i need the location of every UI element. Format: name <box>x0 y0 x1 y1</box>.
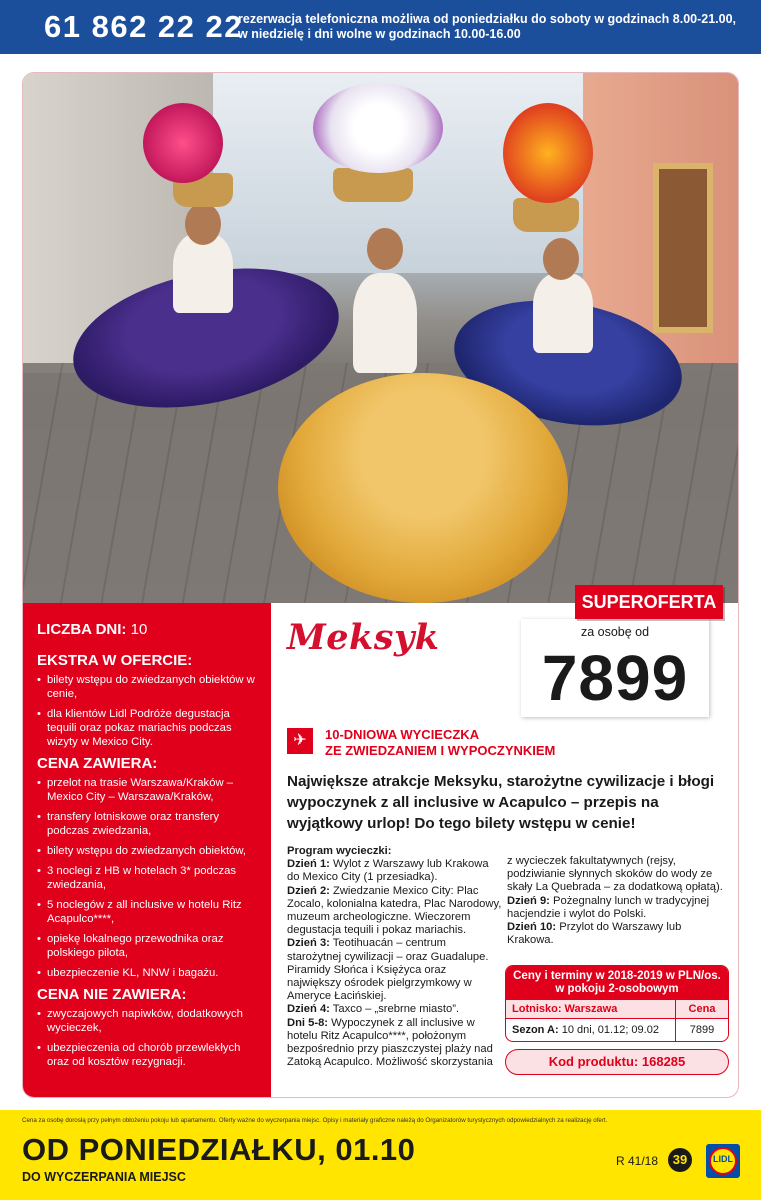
excluded-list <box>37 1007 257 1069</box>
list-item: • 5 noclegów z all inclusive w hotelu Ritz Acapulco****, <box>37 898 257 926</box>
footer-bar <box>0 1110 761 1200</box>
tour-type-heading: ✈ 10-DNIOWA WYCIECZKA ZE ZWIEDZANIEM I WYPOCZYNKIEM <box>287 725 727 765</box>
offer-start-date: OD PONIEDZIAŁKU, 01.10 <box>22 1132 416 1167</box>
page-number: 39 <box>668 1148 692 1172</box>
fine-print: Cena za osobę dorosłą przy pełnym obłożeniu pokoju lub apartamentu. Oferty ważne do wyczerpania miejsc. Opisy i materiały graficzne należą do Organizatorów turystycznych odpowiedzialnych za realizację ofert. <box>22 1117 608 1124</box>
offer-main-column <box>271 592 739 1098</box>
included-heading: CENA ZAWIERA: <box>37 755 158 772</box>
hero-photo-dancers <box>23 73 739 603</box>
flower-basket <box>513 198 579 232</box>
flower-basket <box>333 168 413 202</box>
list-item: • opiekę lokalnego przewodnika oraz polskiego pilota, <box>37 932 257 960</box>
trip-length: LICZBA DNI: 10 <box>37 621 148 638</box>
airplane-icon: ✈ <box>287 728 313 754</box>
product-code: Kod produktu: 168285 <box>505 1049 729 1075</box>
excluded-heading: CENA NIE ZAWIERA: <box>37 986 187 1003</box>
list-item: • ubezpieczenie KL, NNW i bagażu. <box>37 966 257 980</box>
flowers-pink <box>143 103 223 183</box>
issue-number: R 41/18 <box>616 1154 659 1168</box>
phone-banner <box>0 0 761 54</box>
tour-program-continued: z wycieczek fakultatywnych (rejsy, podziwianie słynnych skoków do wody ze skały La Quebrada – za dodatkową opłatą). Dzień 9: Pożegnalny lunch w tradycyjnej hacjendzie i wylot do Polski. Dzień 10: Przylot do Warszawy lub Krakowa. <box>507 855 723 947</box>
list-item: • bilety wstępu do zwiedzanych obiektów w cenie, <box>37 673 257 701</box>
price-table <box>505 965 729 1042</box>
list-item: • dla klientów Lidl Podróże degustacja tequili oraz pokaz mariachis podczas wizyty w Mexico City. <box>37 707 257 749</box>
offer-details-panel <box>23 603 271 1098</box>
offer-validity: DO WYCZERPANIA MIEJSC <box>22 1170 186 1184</box>
offer-card <box>22 72 739 1098</box>
list-item: • bilety wstępu do zwiedzanych obiektów, <box>37 844 257 858</box>
list-item: • zwyczajowych napiwków, dodatkowych wycieczek, <box>37 1007 257 1035</box>
included-list <box>37 776 257 980</box>
destination-title: Meksyk <box>287 617 440 658</box>
reservation-hours: rezerwacja telefoniczna możliwa od poniedziałku do soboty w godzinach 8.00-21.00, w niedzielę i dni wolne w godzinach 10.00-16.00 <box>238 12 737 41</box>
dancer-center <box>353 273 417 373</box>
photo-door <box>653 163 713 333</box>
reservation-phone[interactable]: 61 862 22 22 <box>44 9 244 44</box>
dancer-left <box>173 233 233 313</box>
price-per-person: za osobę od <box>580 625 650 639</box>
dancer-skirt-yellow <box>278 373 568 603</box>
logo-text: LIDL <box>713 1154 733 1164</box>
lidl-logo-icon <box>706 1144 740 1178</box>
flowers-orange <box>503 103 593 203</box>
list-item: • transfery lotniskowe oraz transfery podczas zwiedzania, <box>37 810 257 838</box>
extra-list <box>37 673 257 749</box>
superoferta-badge: SUPEROFERTA <box>575 585 723 619</box>
offer-lead: Największe atrakcje Meksyku, starożytne cywilizacje i błogi wypoczynek z all inclusive w Acapulco – przepis na wyjątkowy urlop! Do tego bilety wstępu w cenie! <box>287 773 715 832</box>
table-row: Sezon A: 10 dni, 01.12; 09.02 7899 <box>506 1019 728 1041</box>
tour-program: Program wycieczki: Dzień 1: Wylot z Warszawy lub Krakowa do Mexico City (1 przesiadka). Dzień 2: Zwiedzanie Mexico City: Plac Zocalo, kolonialna katedra, Plac Narodowy, muzeum archeologiczne. Wieczorem degustacja tequili i pokaz mariachis. Dzień 3: Teotihuacán – centrum starożytnej cywilizacji – oraz Guadalupe. Piramidy Słońca i Księżyca oraz największy ośrodek pielgrzymkowy w Ameryce Łacińskiej. Dzień 4: Taxco – „srebrne miasto”. Dni 5-8: Wypoczynek z all inclusive w hotelu Ritz Acapulco****, położonym bezpośrednio przy piaszczystej plaży nad Zatoką Acapulco. Możliwość skorzystania <box>287 845 502 1069</box>
price-table-heading: Ceny i terminy w 2018-2019 w PLN/os. w pokoju 2-osobowym <box>506 966 728 1000</box>
dancer-right <box>533 273 593 353</box>
extra-heading: EKSTRA W OFERCIE: <box>37 652 193 669</box>
table-header-row: Lotnisko: Warszawa Cena <box>506 1000 728 1019</box>
dancer-head <box>367 228 403 270</box>
list-item: • ubezpieczenia od chorób przewlekłych oraz od kosztów rezygnacji. <box>37 1041 257 1069</box>
list-item: • 3 noclegi z HB w hotelach 3* podczas zwiedzania, <box>37 864 257 892</box>
dancer-head <box>543 238 579 280</box>
price-value: 7899 <box>541 642 689 714</box>
flowers-white <box>313 83 443 173</box>
list-item: • przelot na trasie Warszawa/Kraków – Mexico City – Warszawa/Kraków, <box>37 776 257 804</box>
dancer-head <box>185 203 221 245</box>
price-box <box>521 619 709 717</box>
